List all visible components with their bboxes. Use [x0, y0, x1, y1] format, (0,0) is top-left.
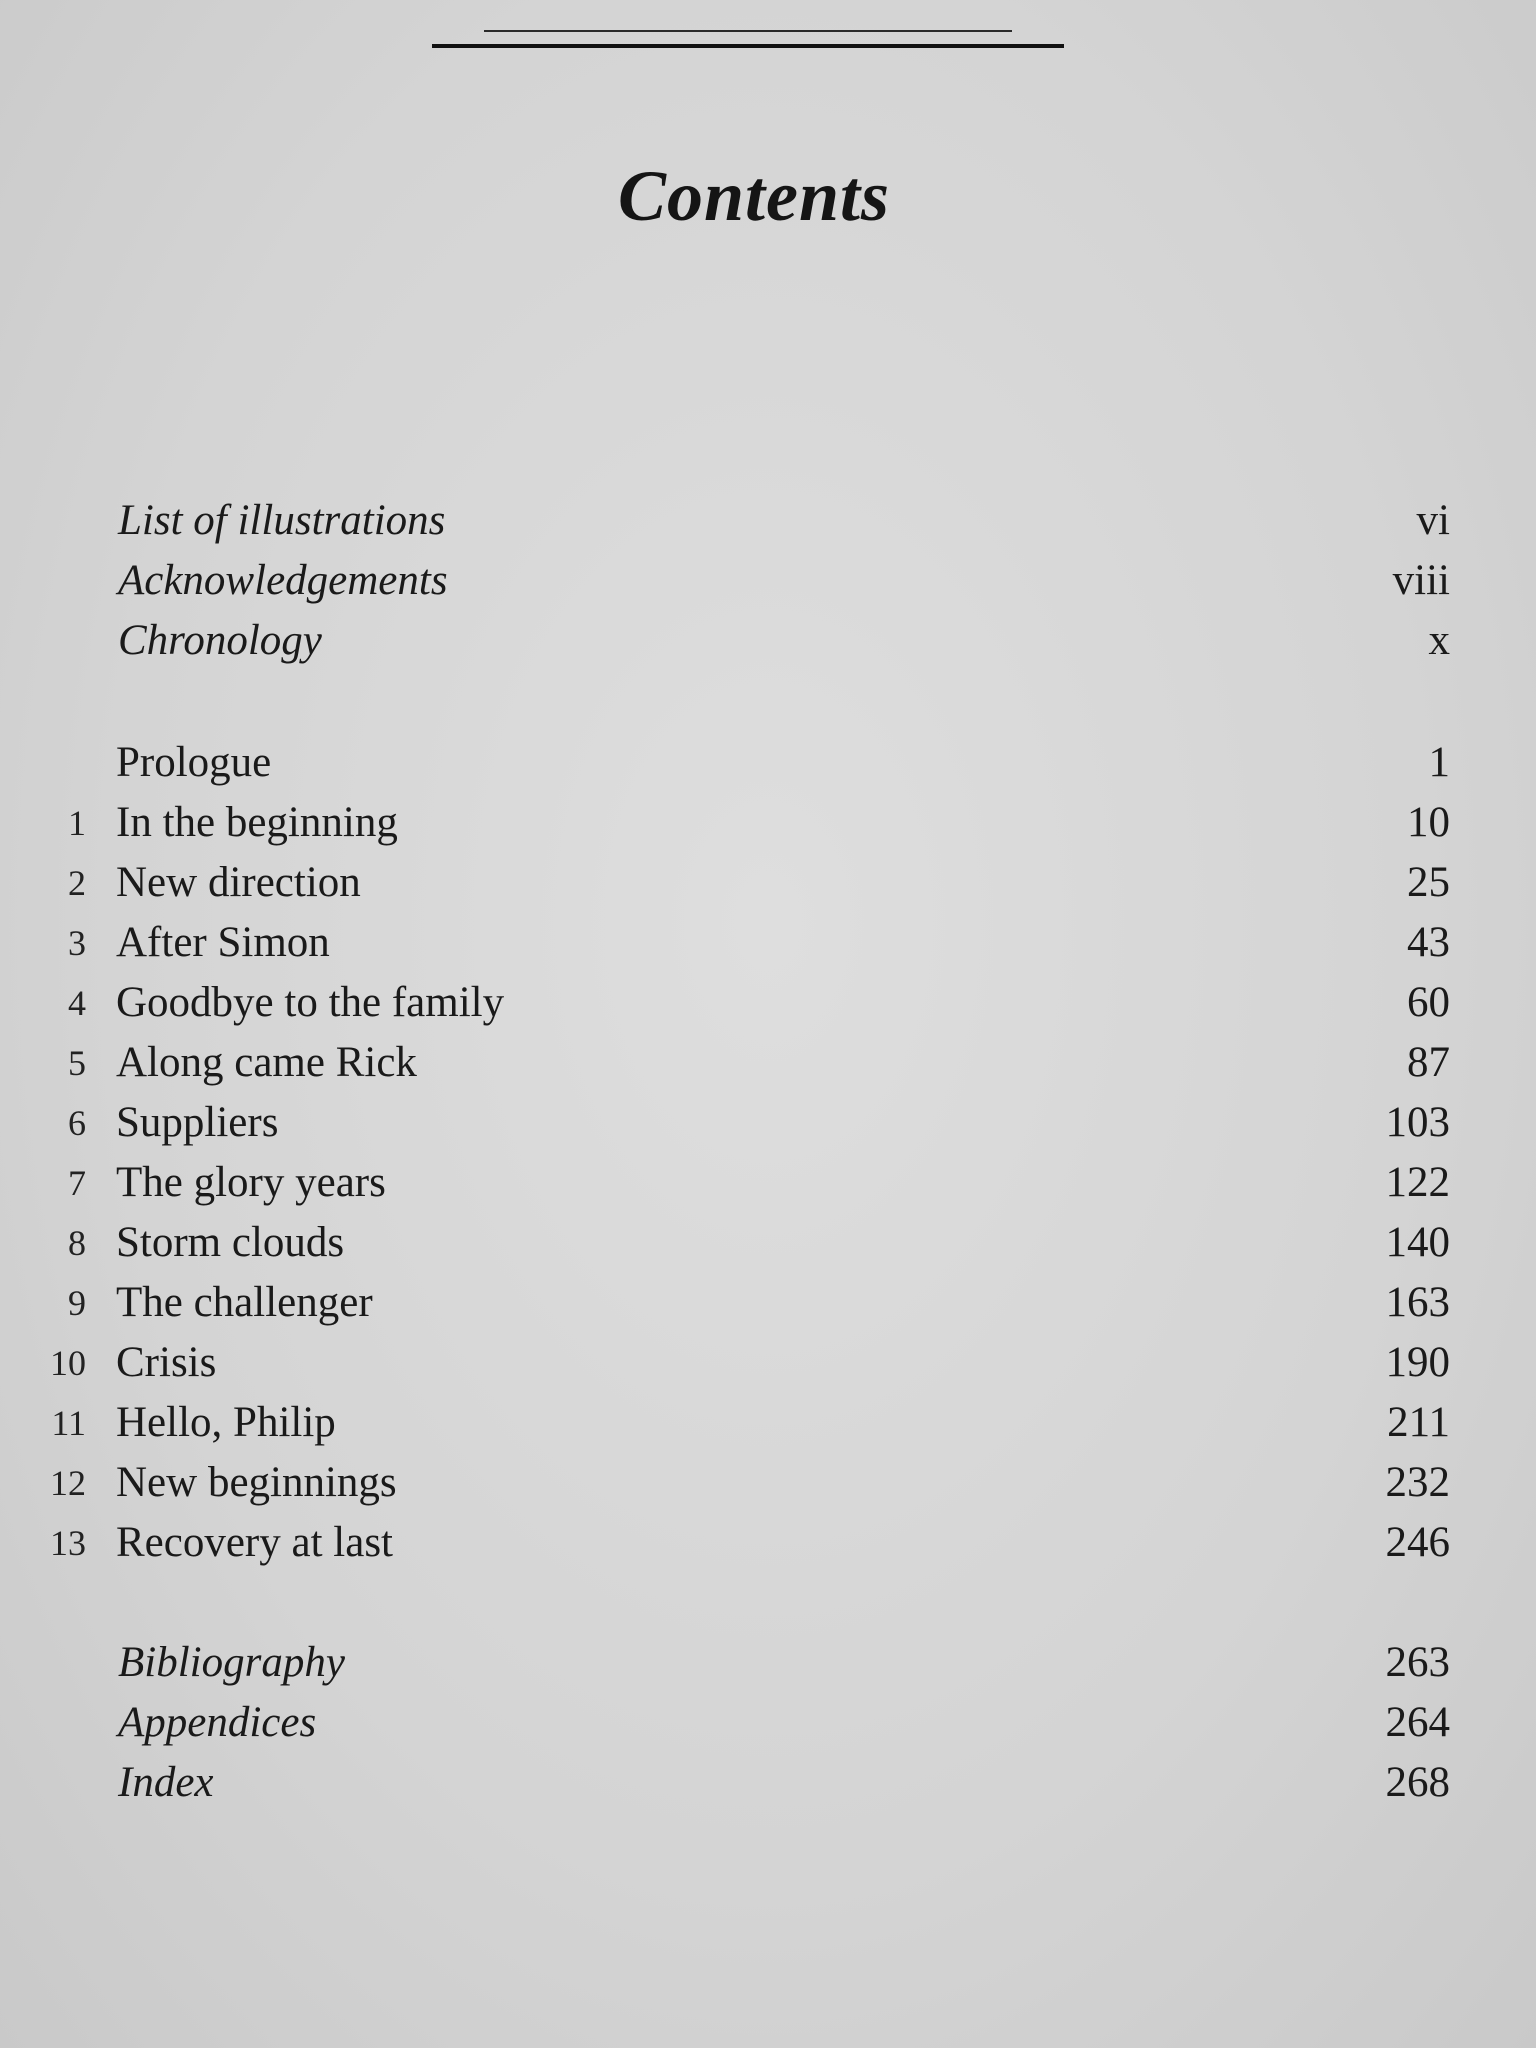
toc-entry-page: 25: [1407, 859, 1450, 906]
toc-entry-label: Chronology: [118, 617, 322, 664]
toc-entry-page: 264: [1385, 1699, 1450, 1746]
toc-entry-page: 10: [1407, 799, 1450, 846]
toc-entry-page: vi: [1416, 497, 1450, 544]
page-title: Contents: [617, 156, 891, 236]
toc-entry-prologue[interactable]: [0, 733, 1536, 793]
toc-entry-label: The glory years: [116, 1159, 386, 1206]
toc-entry-chapter-1[interactable]: [0, 793, 1536, 853]
chapter-number: 8: [68, 1223, 86, 1263]
toc-entry-page: 43: [1407, 919, 1450, 966]
toc-entry-bibliography[interactable]: [0, 1633, 1536, 1693]
toc-entry-chapter-4[interactable]: [0, 973, 1536, 1033]
top-rule-thick: [432, 44, 1064, 48]
toc-entry-page: 263: [1385, 1639, 1450, 1686]
toc-entry-chapter-6[interactable]: [0, 1093, 1536, 1153]
toc-entry-page: 1: [1428, 739, 1450, 786]
toc-entry-page: 211: [1387, 1399, 1450, 1446]
toc-entry-label: Goodbye to the family: [116, 979, 505, 1026]
toc-entry-label: Appendices: [118, 1699, 317, 1746]
toc-entry-page: 60: [1407, 979, 1450, 1026]
chapter-number: 9: [68, 1283, 86, 1323]
toc-entry-page: 232: [1385, 1459, 1450, 1506]
toc-entry-label: In the beginning: [116, 799, 398, 846]
toc-entry-label: Prologue: [116, 739, 272, 786]
toc-entry-page: x: [1428, 617, 1450, 664]
chapter-number: 13: [50, 1523, 86, 1563]
top-rule-thin: [484, 30, 1012, 32]
toc-entry-label: Recovery at last: [116, 1519, 394, 1566]
chapter-number: 5: [68, 1043, 86, 1083]
chapter-number: 4: [68, 983, 86, 1023]
toc-entry-chapter-8[interactable]: [0, 1213, 1536, 1273]
toc-entry-label: Hello, Philip: [116, 1399, 336, 1446]
toc-entry-acknowledgements[interactable]: [0, 551, 1536, 611]
toc-entry-label: Bibliography: [118, 1639, 345, 1686]
toc-entry-label: Along came Rick: [116, 1039, 417, 1086]
toc-entry-chapter-11[interactable]: [0, 1393, 1536, 1453]
toc-entry-page: 268: [1385, 1759, 1450, 1806]
toc-entry-chronology[interactable]: [0, 611, 1536, 671]
chapter-number: 10: [50, 1343, 86, 1383]
toc-entry-page: 190: [1385, 1339, 1450, 1386]
toc-entry-label: New beginnings: [116, 1459, 397, 1506]
toc-entry-page: 87: [1407, 1039, 1450, 1086]
toc-entry-chapter-3[interactable]: [0, 913, 1536, 973]
chapter-number: 1: [68, 803, 86, 843]
toc-entry-label: Index: [118, 1759, 214, 1806]
toc-entry-label: Acknowledgements: [118, 557, 448, 604]
toc-entry-label: The challenger: [116, 1279, 373, 1326]
chapter-number: 12: [50, 1463, 86, 1503]
toc-entry-label: Suppliers: [116, 1099, 279, 1146]
toc-entry-label: After Simon: [116, 919, 330, 966]
toc-entry-chapter-9[interactable]: [0, 1273, 1536, 1333]
toc-entry-index[interactable]: [0, 1753, 1536, 1813]
toc-entry-page: 163: [1385, 1279, 1450, 1326]
toc-entry-page: 122: [1385, 1159, 1450, 1206]
toc-entry-chapter-10[interactable]: [0, 1333, 1536, 1393]
chapter-number: 3: [68, 923, 86, 963]
chapter-number: 7: [68, 1163, 86, 1203]
chapter-number: 2: [68, 863, 86, 903]
chapter-number: 6: [68, 1103, 86, 1143]
toc-entry-page: 246: [1385, 1519, 1450, 1566]
toc-entry-page: viii: [1392, 557, 1450, 604]
toc-entry-label: Crisis: [116, 1339, 217, 1386]
toc-entry-appendices[interactable]: [0, 1693, 1536, 1753]
toc-entry-list-of-illustrations[interactable]: [0, 491, 1536, 551]
toc-entry-label: List of illustrations: [118, 497, 446, 544]
toc-entry-chapter-13[interactable]: [0, 1513, 1536, 1573]
toc-entry-page: 103: [1385, 1099, 1450, 1146]
toc-entry-label: New direction: [116, 859, 361, 906]
toc-entry-page: 140: [1385, 1219, 1450, 1266]
toc-entry-label: Storm clouds: [116, 1219, 345, 1266]
chapter-number: 11: [51, 1403, 86, 1443]
toc-entry-chapter-7[interactable]: [0, 1153, 1536, 1213]
toc-entry-chapter-2[interactable]: [0, 853, 1536, 913]
toc-entry-chapter-5[interactable]: [0, 1033, 1536, 1093]
toc-entry-chapter-12[interactable]: [0, 1453, 1536, 1513]
